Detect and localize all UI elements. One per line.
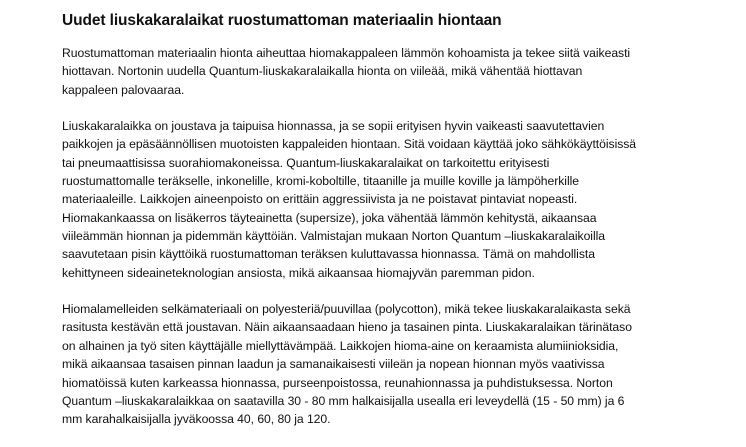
paragraph-line: materiaaleille. Laikkojen aineenpoisto on erittäin aggressiivista ja ne poistavat pintaviat nopeasti.	[62, 192, 578, 207]
paragraph-line: viileämmän hionnan ja pidemmän käyttöiän. Valmistajan mukaan Norton Quantum –liuskakaralaikoilla	[62, 229, 606, 244]
document-page	[62, 10, 712, 447]
paragraph-line: Hiomalamelleiden selkämateriaali on polyesteriä/puuvillaa (polycotton), mikä tekee liuskakaralaikasta sekä	[62, 302, 631, 317]
paragraph-features	[62, 117, 712, 282]
paragraph-materials	[62, 300, 712, 428]
paragraph-line: mikä aikaansaa tasaisen pinnan laadun ja samanaikaisesti viileän ja nopean hionnan myös vaativissa	[62, 357, 605, 372]
paragraph-line: hiottavan. Nortonin uudella Quantum-liuskakaralaikalla hionta on viileää, mikä vähentää hiottavan	[62, 64, 583, 79]
paragraph-line: paikkojen ja epäsäännöllisen muotoisten kappaleiden hiontaan. Sitä voidaan käyttää joko sähkökäyttöisissä	[62, 137, 637, 152]
paragraph-line: Hiomakankaassa on lisäkerros täyteainetta (supersize), joka vähentää lämmön kehitystä, aikaansaa	[62, 210, 597, 225]
paragraph-line: rasitusta kestävän että joustavan. Näin aikaansaadaan hieno ja tasainen pinta. Liuskakaralaikan tärinätaso	[62, 320, 632, 335]
paragraph-line: Liuskakaralaikka on joustava ja taipuisa hionnassa, ja se sopii erityisen hyvin vaikeasti saavutettavien	[62, 119, 605, 134]
paragraph-line: on alhainen ja työ siten käyttäjälle miellyttävämpää. Laikkojen hioma-aine on keraamista alumiinioksidia,	[62, 338, 619, 353]
paragraph-line: tai pneumaattisissa suorahiomakoneissa. Quantum-liuskakaralaikat on tarkoitettu erityisesti	[62, 155, 550, 170]
paragraph-line: mm karahalkaisijalla jyväkoossa 40, 60, 80 ja 120.	[62, 412, 331, 427]
paragraph-line: saavutetaan pisin käyttöikä ruostumattoman teräksen kuluttavassa hionnassa. Tämä on mahdollista	[62, 247, 595, 262]
paragraph-line: ruostumattomalle teräkselle, inkonelille, kromi-koboltille, titaanille ja muille koville ja lämpöherkille	[62, 174, 580, 189]
paragraph-line: Quantum –liuskakaralaikkaa on saatavilla 30 - 80 mm halkaisijalla usealla eri leveydellä (15 - 50 mm) ja 6	[62, 393, 625, 408]
document-title: Uudet liuskakaralaikat ruostumattoman materiaalin hiontaan	[62, 12, 502, 29]
paragraph-intro	[62, 44, 712, 99]
paragraph-line: Ruostumattoman materiaalin hionta aiheuttaa hiomakappaleen lämmön kohoamista ja tekee siitä vaikeasti	[62, 46, 631, 60]
paragraph-line: hiomatöissä kuten karkeassa hionnassa, purseenpoistossa, reunahionnassa ja puhdistuksessa. Norton	[62, 375, 613, 390]
paragraph-line: kappaleen palovaaraa.	[62, 82, 185, 97]
paragraph-line: kehittyneen sideaineteknologian ansiosta, mikä aikaansaa hiomajyvän paremman pidon.	[62, 265, 535, 280]
